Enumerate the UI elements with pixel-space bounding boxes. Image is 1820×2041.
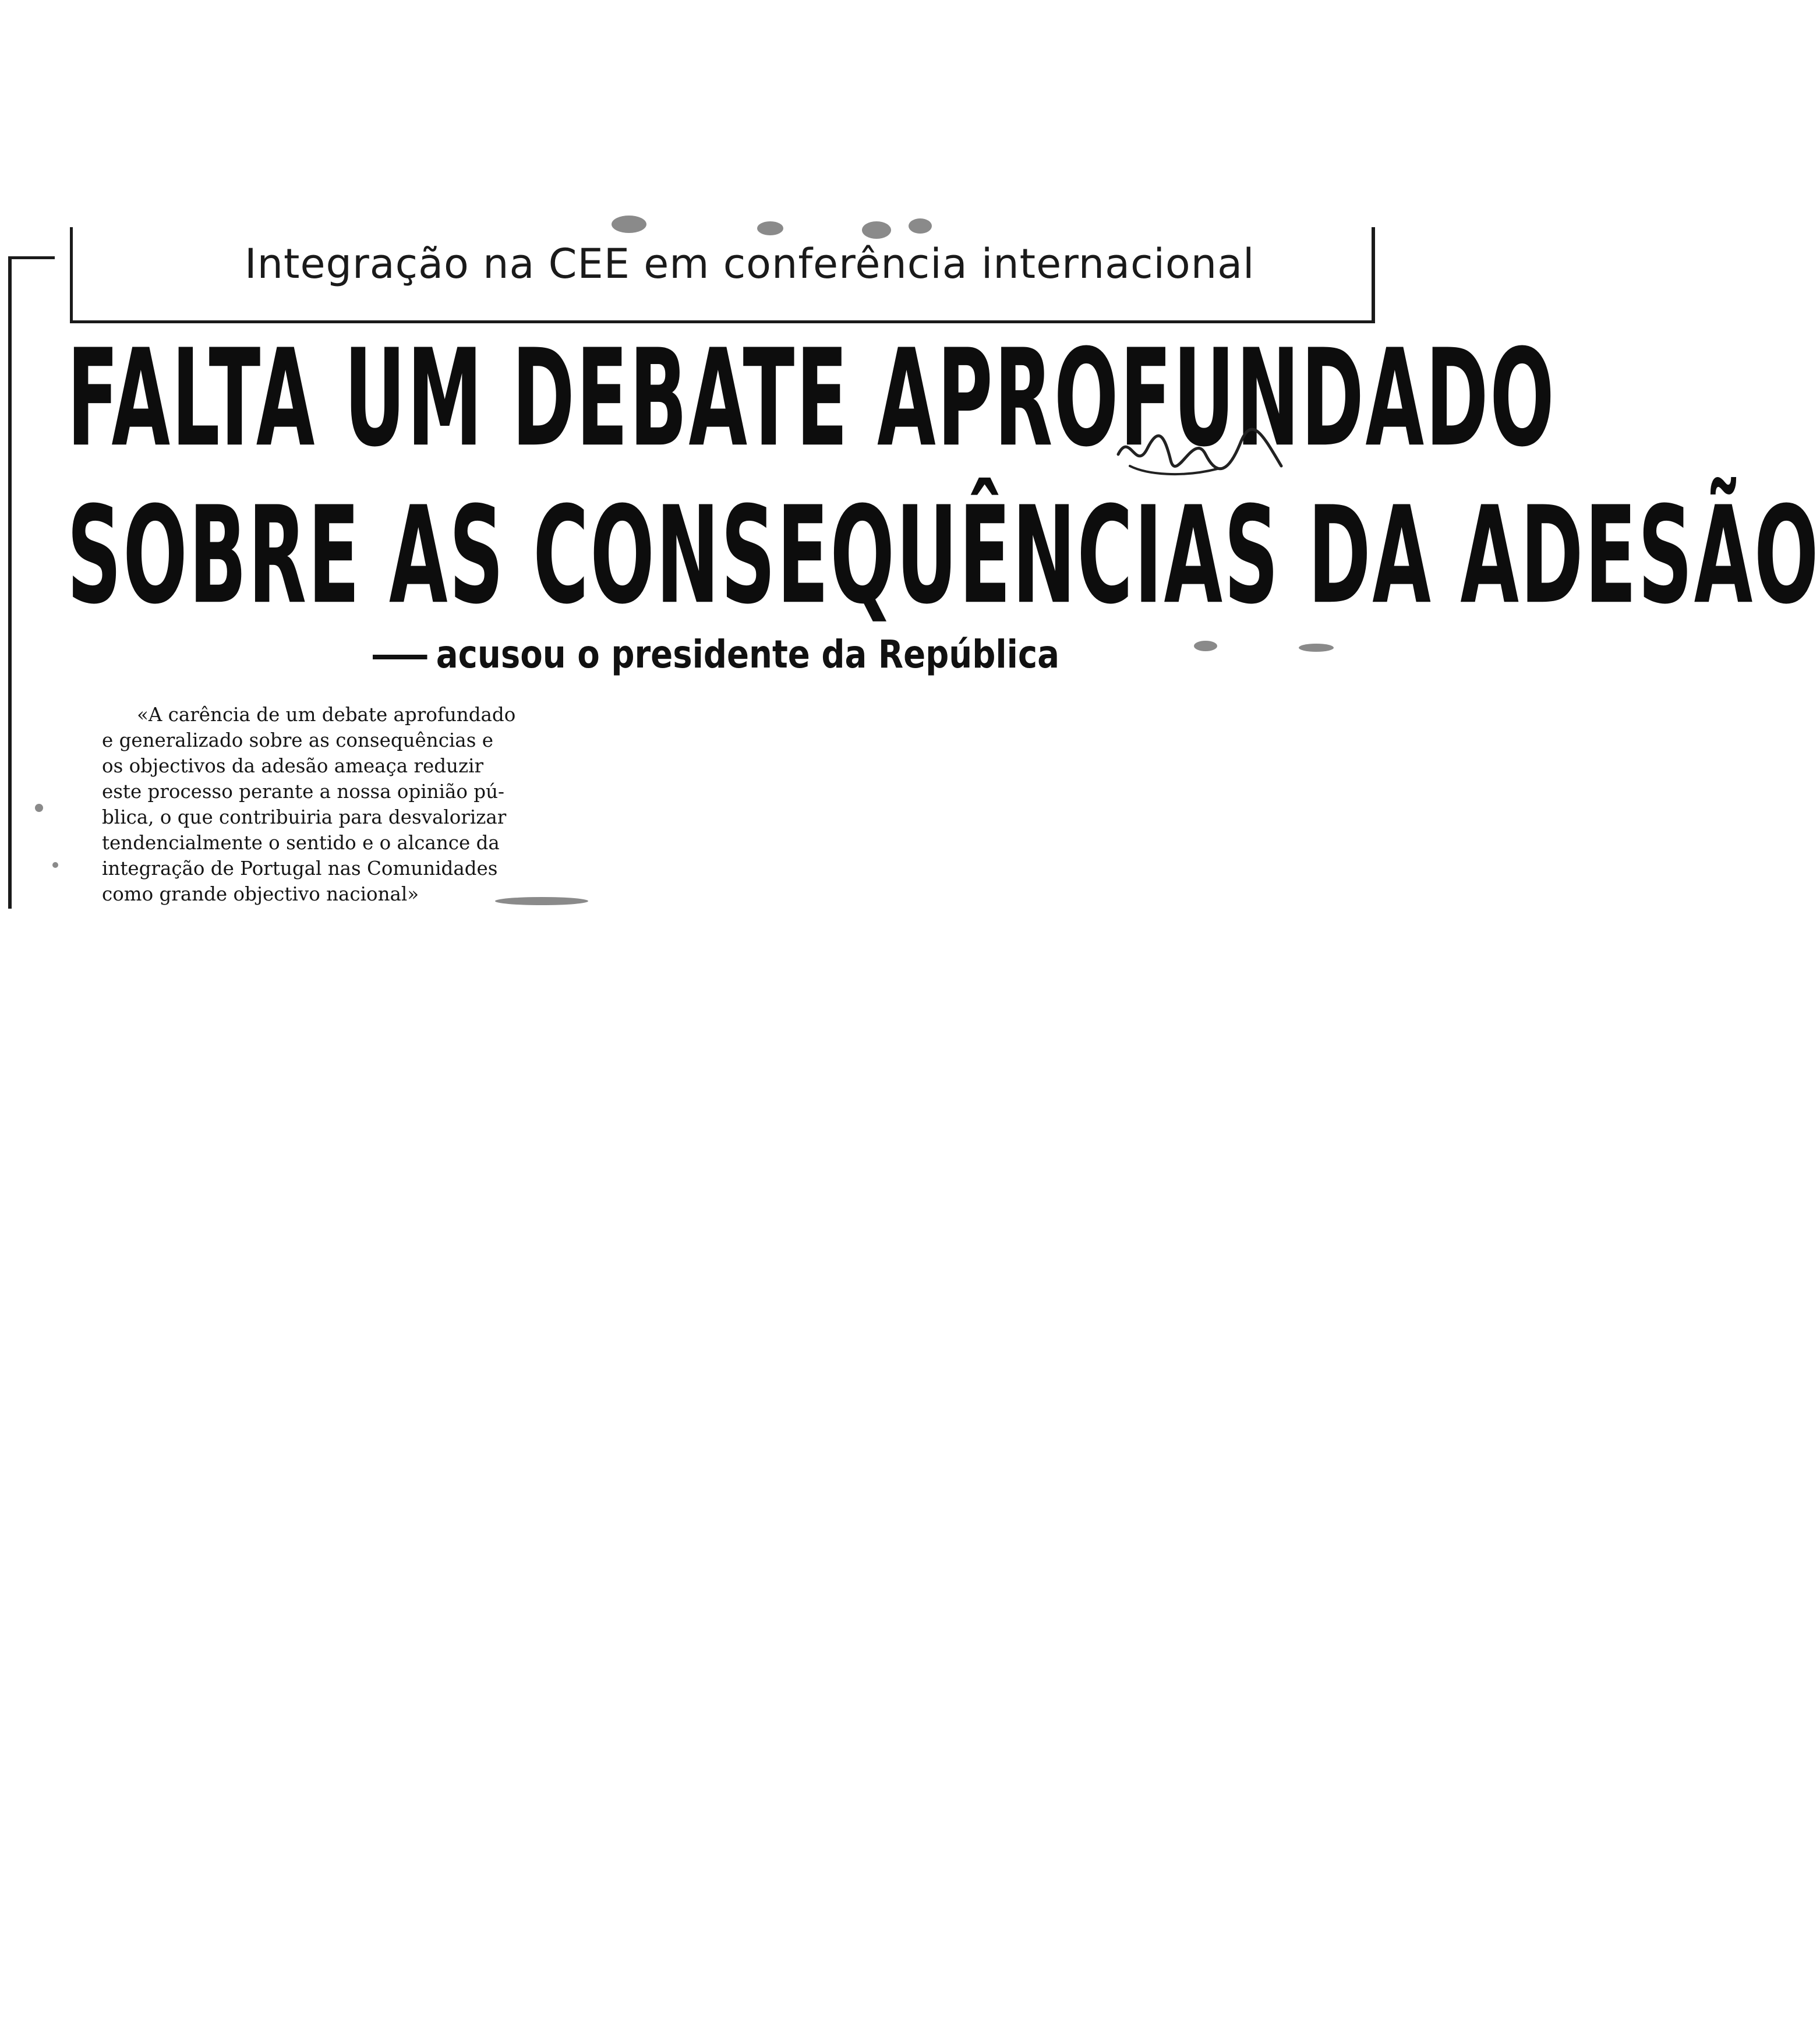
scan-speckle <box>35 804 43 812</box>
main-headline-line-1: FALTA UM DEBATE APROFUNDADO <box>67 320 1556 477</box>
lead-line: e generalizado sobre as consequências e <box>102 729 493 751</box>
lead-line: blica, o que contribuiria para desvalorizar <box>102 806 507 828</box>
lead-line: tendencialmente o sentido e o alcance da <box>102 832 500 854</box>
lead-line: os objectivos da adesão ameaça reduzir <box>102 755 483 777</box>
byline-dash <box>373 655 427 659</box>
clipping-left-edge <box>8 256 12 909</box>
kicker-headline: Integração na CEE em conferência internacional <box>245 240 1255 288</box>
main-headline-line-2: SOBRE AS CONSEQUÊNCIAS DA ADESÃO <box>67 478 1820 634</box>
lead-line: este processo perante a nossa opinião pú- <box>102 781 504 803</box>
scan-speckle <box>757 221 783 235</box>
lead-paragraph <box>102 702 597 907</box>
scan-speckle <box>52 862 58 868</box>
lead-line: integração de Portugal nas Comunidades <box>102 857 498 880</box>
scan-speckle <box>1194 641 1217 651</box>
scan-speckle <box>612 216 646 233</box>
byline <box>373 632 1059 677</box>
scan-speckle <box>862 221 891 239</box>
scan-speckle <box>495 897 588 905</box>
clipping-top-edge <box>8 256 55 259</box>
handwritten-annotation <box>1112 419 1287 483</box>
lead-line: como grande objectivo nacional» <box>102 883 419 905</box>
newspaper-clipping <box>0 210 1820 926</box>
scan-speckle <box>1299 644 1334 652</box>
scan-speckle <box>909 218 932 234</box>
byline-text: acusou o presidente da República <box>436 632 1059 677</box>
lead-line: «A carência de um debate aprofundado <box>137 704 516 726</box>
